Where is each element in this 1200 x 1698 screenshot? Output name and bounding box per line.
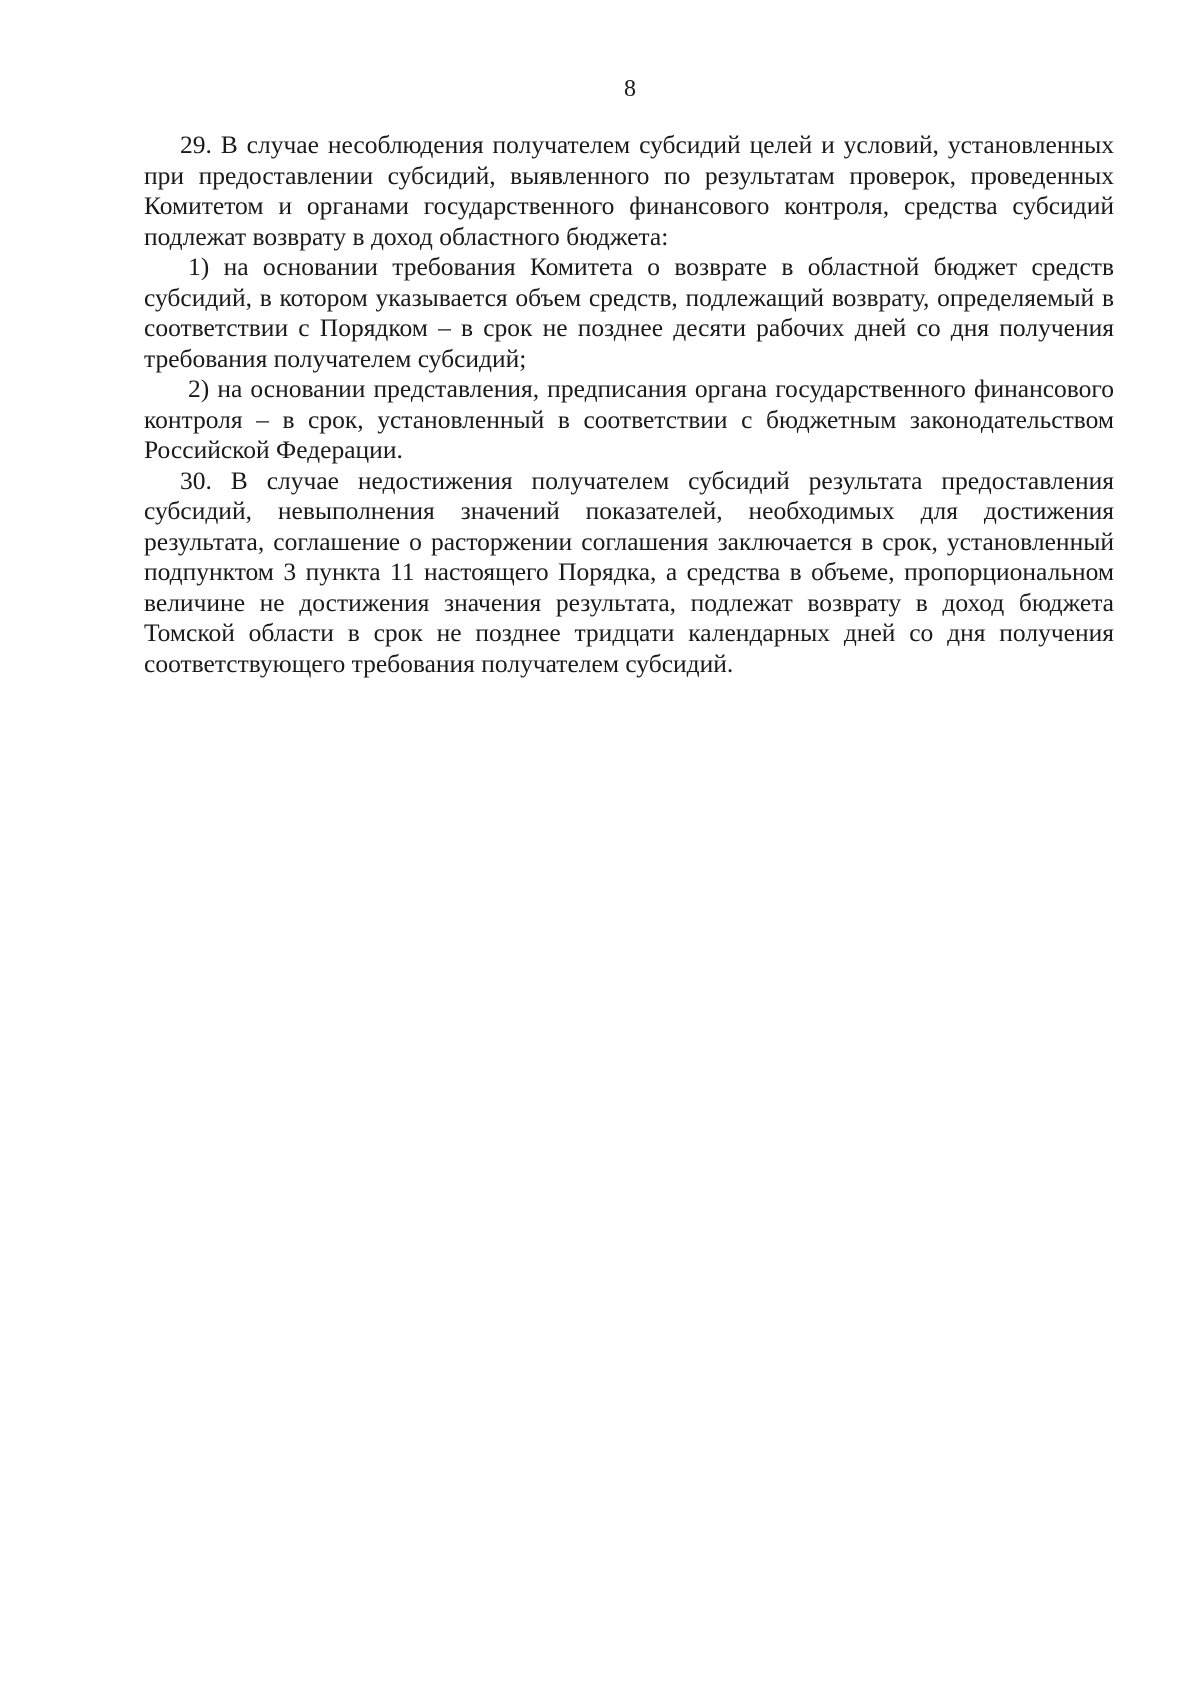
paragraph-29: 29. В случае несоблюдения получателем субсидий целей и условий, установленных при предоставлении субсидий, выявленного по результатам проверок, проведенных Комитетом и органами государственного финансового контроля, средства субсидий подлежат возврату в доход областного бюджета: (144, 130, 1114, 251)
paragraph-30: 30. В случае недостижения получателем субсидий результата предоставления субсидий, невыполнения значений показателей, необходимых для достижения результата, соглашение о расторжении соглашения заключается в срок, установленный подпунктом 3 пункта 11 настоящего Порядка, а средства в объеме, пропорциональном величине не достижения значения результата, подлежат возврату в доход бюджета Томской области в срок не позднее тридцати календарных дней со дня получения соответствующего требования получателем субсидий. (144, 465, 1114, 678)
subparagraph-1: 1) на основании требования Комитета о возврате в областной бюджет средств субсидий, в котором указывается объем средств, подлежащий возврату, определяемый в соответствии с Порядком – в срок не позднее десяти рабочих дней со дня получения требования получателем субсидий; (144, 252, 1114, 373)
page-number: 8 (624, 76, 636, 102)
document-body (144, 130, 1114, 679)
subparagraph-2: 2) на основании представления, предписания органа государственного финансового контроля – в срок, установленный в соответствии с бюджетным законодательством Российской Федерации. (144, 374, 1114, 464)
